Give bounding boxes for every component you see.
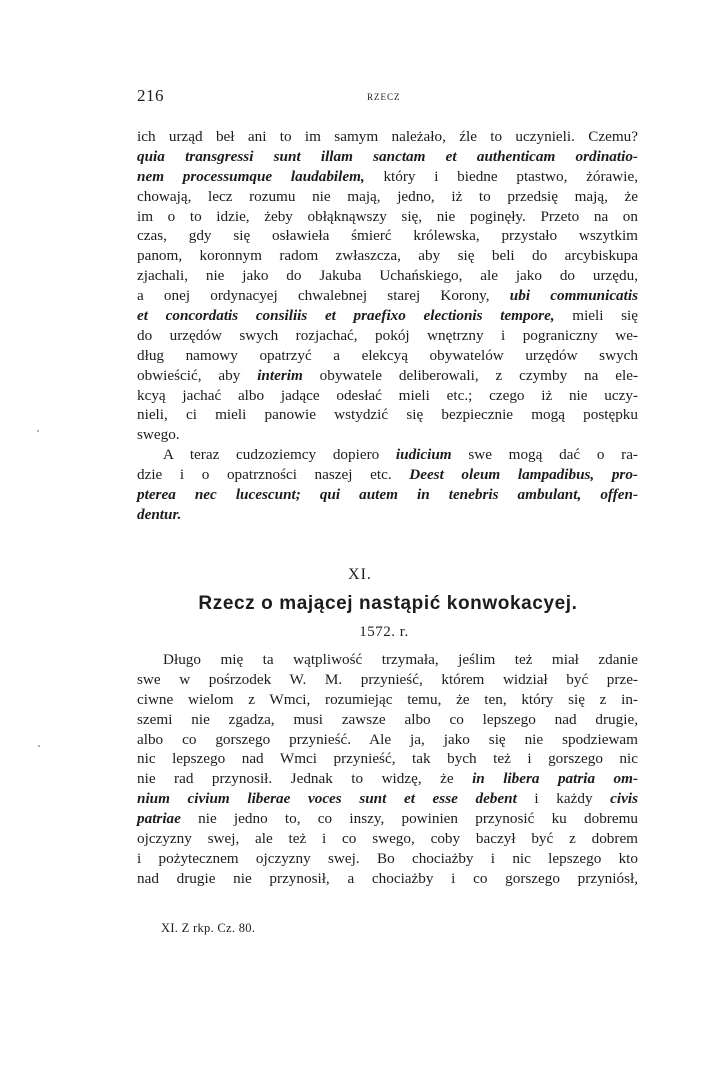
text-line: ojczyzny swej, ale też i co swego, coby baczył być z dobrem <box>137 830 638 848</box>
text-line: zjachali, nie jako do Jakuba Uchańskiego, ale jako do urzędu, <box>137 267 638 285</box>
scan-speck <box>37 430 39 432</box>
text-line: dentur. <box>137 505 182 523</box>
scan-speck <box>38 745 40 747</box>
text-line: nium civium liberae voces sunt et esse debent i każdy civis <box>137 790 638 808</box>
text-line: szemi nie zgadza, musi zawsze albo co lepszego nad drugie, <box>137 710 638 728</box>
text-line: do urzędów swych rozjachać, pokój wnętrzny i pograniczny we- <box>137 326 638 344</box>
body-text-section-1 <box>137 127 638 525</box>
text-line: nic lepszego nad Wmci przynieść, tak bych też i gorszego nic <box>137 750 638 768</box>
text-line: Długo mię ta wątpliwość trzymała, jeślim też miał zdanie <box>163 651 638 668</box>
text-line: albo co gorszego przynieść. Ale ja, jako się nie spodziewam <box>137 730 638 748</box>
section-year: 1572. r. <box>359 624 409 640</box>
body-text-section-2 <box>137 650 638 889</box>
text-line: czas, gdy się osławieła śmierć królewska, przystało wszytkim <box>137 227 638 245</box>
text-line: ciwne wielom z Wmci, rozumiejąc temu, że ten, który się z in- <box>137 690 638 708</box>
text-line: im o to idzie, żeby obłąknąwszy się, nie poginęły. Przeto na on <box>137 207 638 225</box>
text-line: i pożytecznem ojczyzny swej. Bo chociażby i nic lepszego kto <box>137 849 638 867</box>
text-line: quia transgressi sunt illam sanctam et authenticam ordinatio- <box>137 147 638 165</box>
text-line: kcyą jachać albo jadące odesłać mieli etc.; czego iż nie uczy- <box>137 386 638 404</box>
page-number: 216 <box>137 86 164 105</box>
text-line: nieli, ci mieli panowie wstydzić się bezpiecznie mogą postępku <box>137 406 638 424</box>
text-line: A teraz cudzoziemcy dopiero iudicium swe mogą dać o ra- <box>163 446 638 464</box>
section-title: Rzecz o mającej nastąpić konwokacyej. <box>198 593 578 614</box>
text-line: swe w pośrzodek W. M. przynieść, którem widział być prze- <box>137 670 638 688</box>
text-line: a onej ordynacyej chwalebnej starej Korony, ubi communicatis <box>137 287 639 305</box>
text-line: dług namowy opatrzyć a elekcyą obywatelów urzędów swych <box>137 346 638 364</box>
text-line: nem processumque laudabilem, który i biedne ptastwo, żórawie, <box>137 167 638 185</box>
text-line: panom, koronnym radom zwłaszcza, aby się beli do arcybiskupa <box>137 247 638 265</box>
text-line: et concordatis consiliis et praefixo electionis tempore, mieli się <box>137 307 638 325</box>
text-line: chowają, lecz rozumu nie mają, jedno, iż to przedsię mają, że <box>137 187 638 205</box>
footnote: XI. Z rkp. Cz. 80. <box>161 921 256 935</box>
text-line: patriae nie jedno to, co inszy, powinien przynosić ku dobremu <box>137 810 638 828</box>
text-line: nad drugie nie przynosił, a chociażby i co gorszego przyniósł, <box>137 869 638 887</box>
text-line: pterea nec lucescunt; qui autem in tenebris ambulant, offen- <box>137 486 638 504</box>
text-line: obwieścić, aby interim obywatele deliberowali, z czymby na ele- <box>137 366 638 384</box>
text-line: ich urząd beł ani to im samym należało, źle to uczynieli. Czemu? <box>137 128 638 145</box>
running-title: RZECZ <box>367 92 401 102</box>
text-line: dzie i o opatrzności naszej etc. Deest oleum lampadibus, pro- <box>137 466 638 484</box>
text-line: nie rad przynosił. Jednak to widzę, że in libera patria om- <box>137 770 638 788</box>
text-line: swego. <box>137 426 180 444</box>
section-number: XI. <box>348 566 372 583</box>
